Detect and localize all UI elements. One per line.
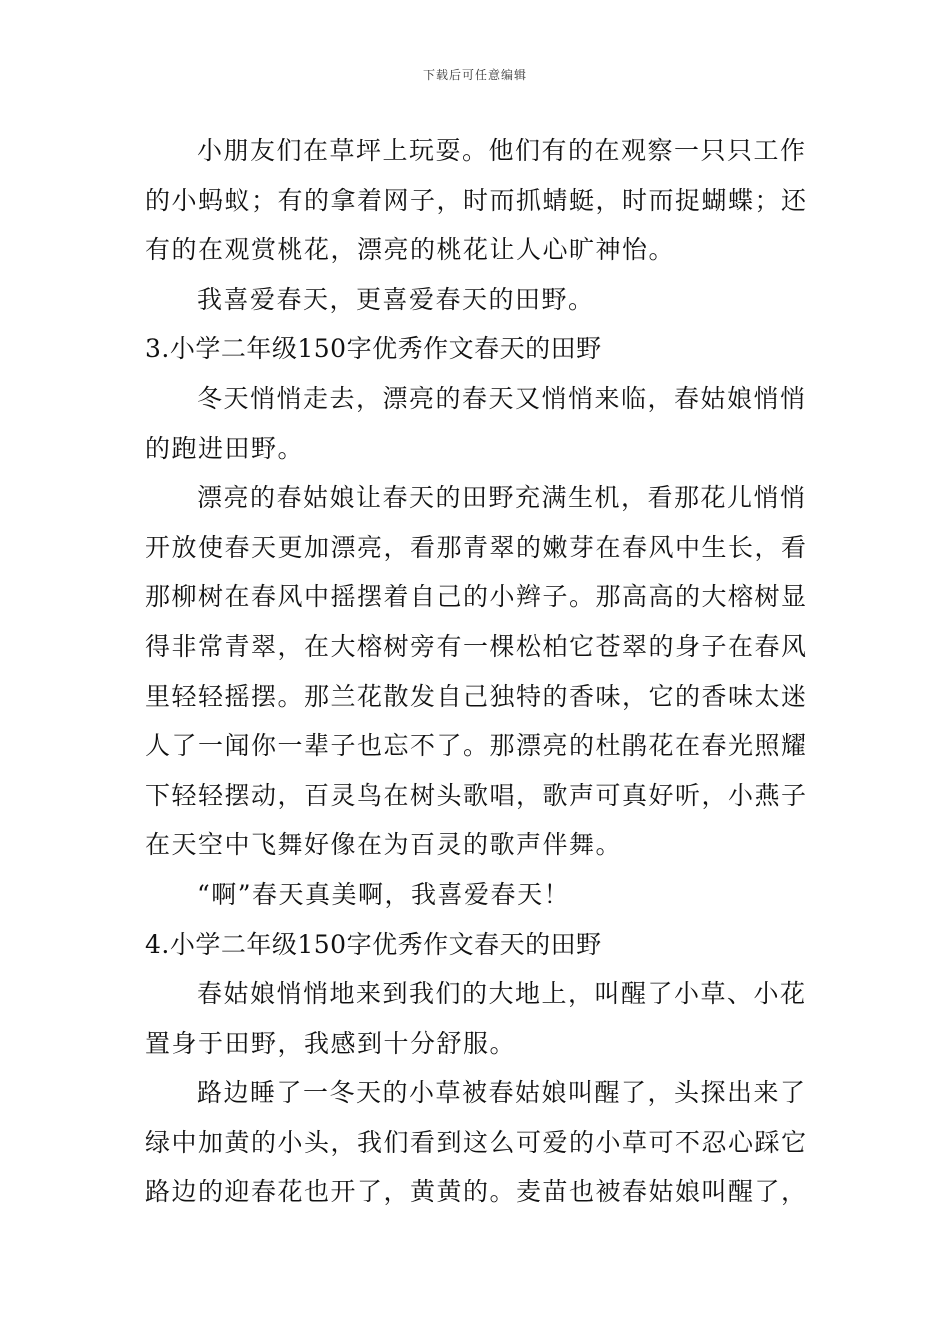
page-header: 下载后可任意编辑 — [422, 68, 527, 82]
paragraph-line: 下轻轻摆动，百灵鸟在树头歌唱，歌声可真好听，小燕子 — [145, 780, 808, 810]
paragraph-line: 得非常青翠，在大榕树旁有一棵松柏它苍翠的身子在春风 — [145, 631, 808, 661]
paragraph-line: 有的在观赏桃花，漂亮的桃花让人心旷神怡。 — [145, 235, 676, 265]
paragraph-line: 冬天悄悄走去，漂亮的春天又悄悄来临，春姑娘悄悄 — [197, 383, 807, 413]
paragraph-line: 路边睡了一冬天的小草被春姑娘叫醒了，头探出来了 — [197, 1078, 807, 1108]
paragraph-line: 我喜爱春天，更喜爱春天的田野。 — [197, 284, 595, 314]
paragraph-line: 里轻轻摇摆。那兰花散发自己独特的香味，它的香味太迷 — [145, 681, 808, 711]
paragraph-line: 在天空中飞舞好像在为百灵的歌声伴舞。 — [145, 830, 623, 860]
paragraph-line: 绿中加黄的小头，我们看到这么可爱的小草可不忍心踩它 — [145, 1127, 808, 1157]
paragraph-line: 开放使春天更加漂亮，看那青翠的嫩芽在春风中生长，看 — [145, 532, 808, 562]
document-body — [145, 126, 810, 1217]
paragraph-line: 的跑进田野。 — [145, 433, 305, 463]
paragraph-line: 人了一闻你一辈子也忘不了。那漂亮的杜鹃花在春光照耀 — [145, 731, 808, 761]
paragraph-line: 路边的迎春花也开了，黄黄的。麦苗也被春姑娘叫醒了， — [145, 1177, 808, 1207]
paragraph-line: “啊”春天真美啊，我喜爱春天！ — [197, 879, 571, 909]
paragraph-line: 那柳树在春风中摇摆着自己的小辫子。那高高的大榕树显 — [145, 582, 808, 612]
paragraph-line: 春姑娘悄悄地来到我们的大地上，叫醒了小草、小花 — [197, 979, 807, 1009]
section-heading: 4.小学二年级150字优秀作文春天的田野 — [145, 929, 602, 959]
paragraph-line: 的小蚂蚁；有的拿着网子，时而抓蜻蜓，时而捉蝴蝶；还 — [145, 185, 808, 215]
section-heading: 3.小学二年级150字优秀作文春天的田野 — [145, 334, 602, 364]
paragraph-line: 置身于田野，我感到十分舒服。 — [145, 1028, 517, 1058]
paragraph-line: 小朋友们在草坪上玩耍。他们有的在观察一只只工作 — [197, 136, 807, 165]
paragraph-line: 漂亮的春姑娘让春天的田野充满生机，看那花儿悄悄 — [197, 483, 807, 513]
